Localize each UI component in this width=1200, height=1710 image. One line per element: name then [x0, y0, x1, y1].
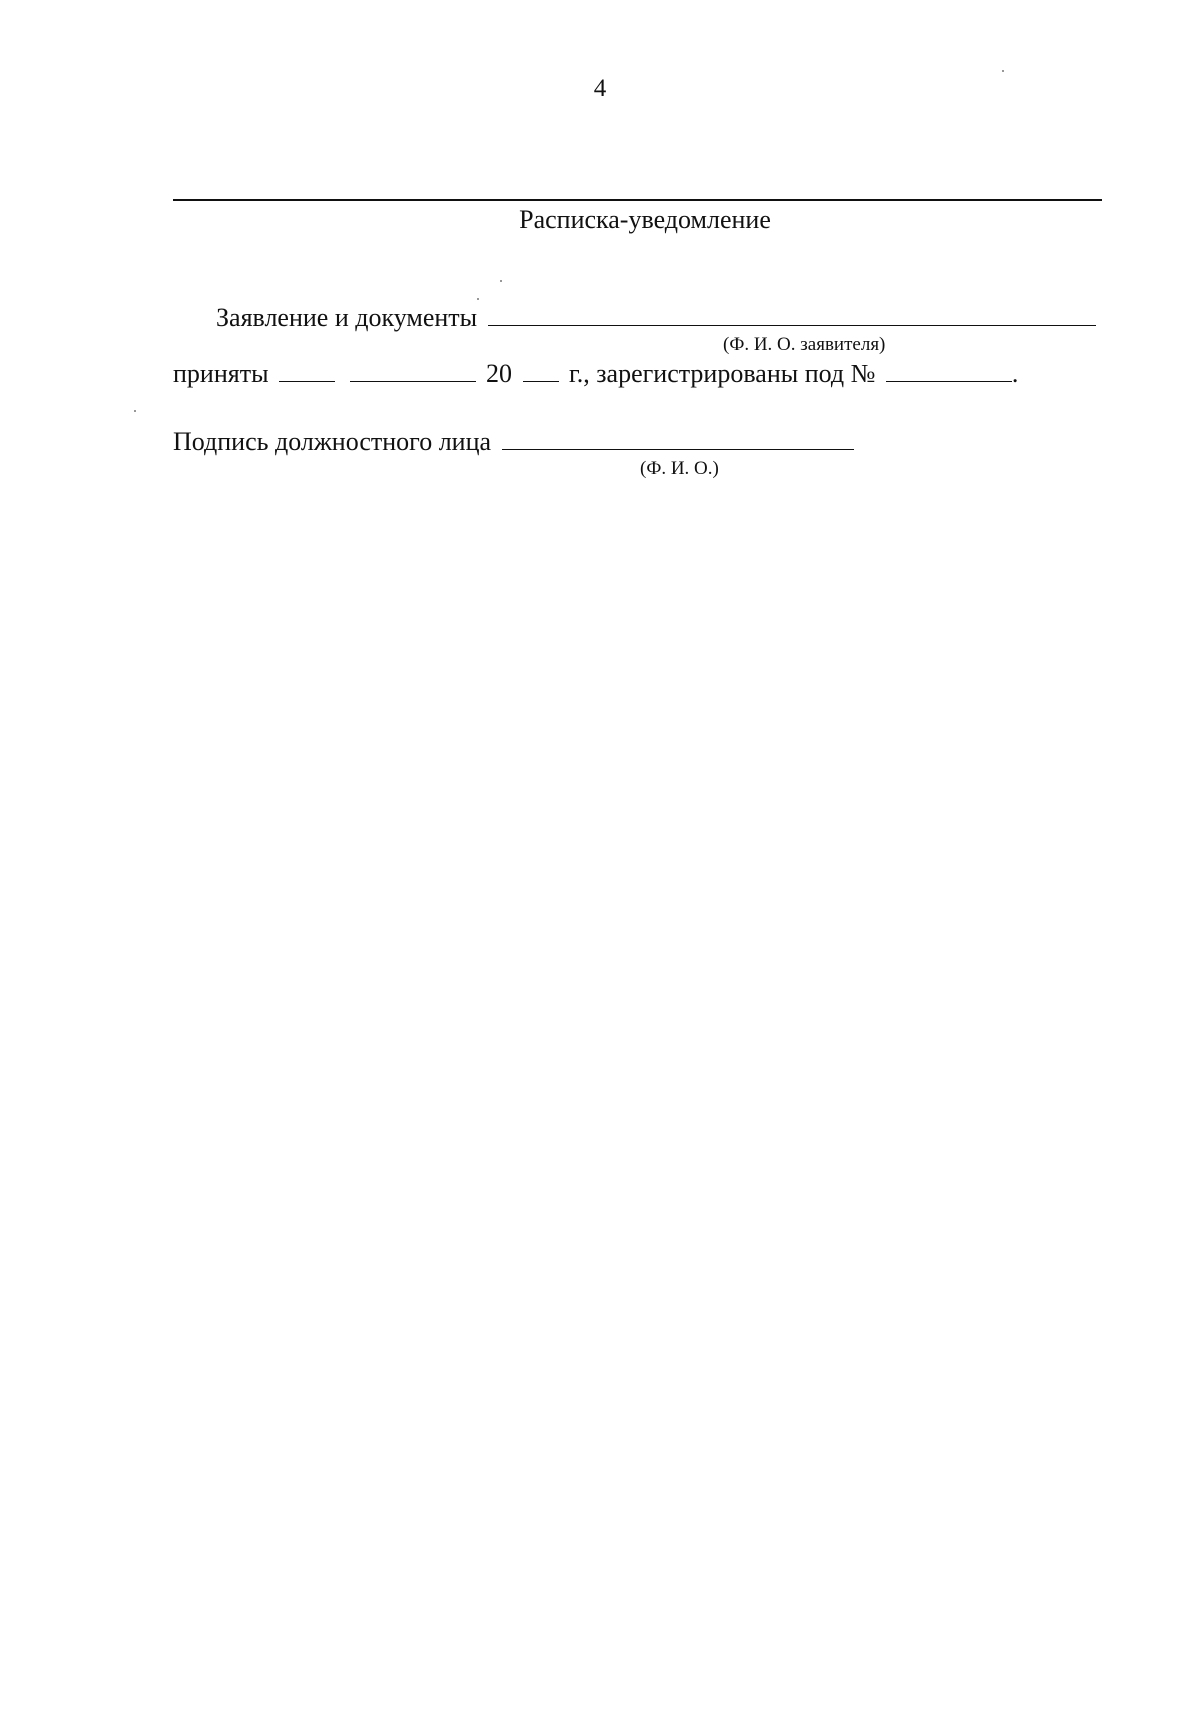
document-title: Расписка-уведомление [519, 205, 771, 234]
registration-number-blank[interactable] [886, 359, 1012, 382]
applicant-line [216, 302, 1100, 334]
applicant-name-blank[interactable] [488, 303, 1096, 326]
scan-speck [500, 280, 502, 282]
acceptance-line [173, 358, 1018, 390]
official-caption: (Ф. И. О.) [640, 458, 719, 479]
official-signature-blank[interactable] [502, 427, 854, 450]
top-rule-divider [173, 199, 1102, 201]
applicant-caption: (Ф. И. О. заявителя) [723, 334, 886, 355]
scan-speck [477, 298, 479, 300]
year-blank[interactable] [523, 359, 559, 382]
registered-label: г., зарегистрированы под № [569, 359, 876, 388]
scan-speck [1002, 70, 1004, 72]
signature-label: Подпись должностного лица [173, 427, 492, 456]
applicant-line-label: Заявление и документы [216, 303, 478, 332]
day-blank[interactable] [279, 359, 335, 382]
year-prefix: 20 [486, 359, 513, 388]
scan-speck [134, 410, 136, 412]
signature-line [173, 426, 858, 458]
accepted-label: приняты [173, 359, 269, 388]
page-number: 4 [593, 75, 607, 102]
month-blank[interactable] [350, 359, 476, 382]
line-end-period: . [1011, 359, 1019, 388]
